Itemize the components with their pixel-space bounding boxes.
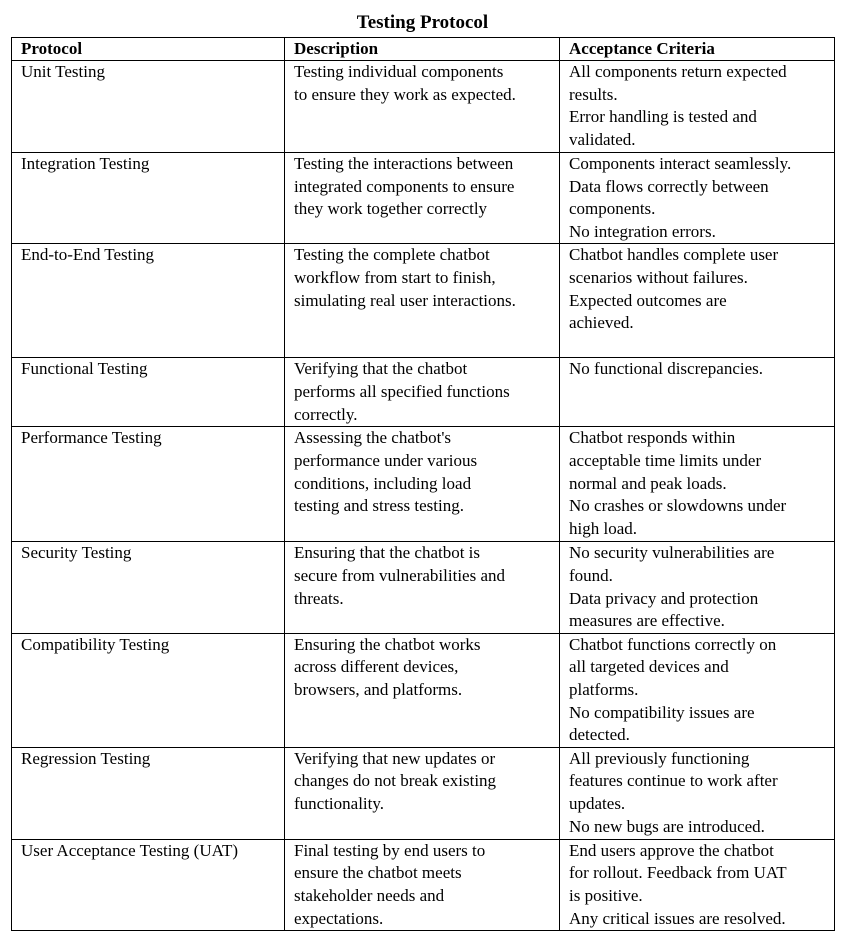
cell-text-line: End-to-End Testing	[21, 245, 155, 265]
cell-text-line: Expected outcomes are	[569, 290, 727, 310]
cell-text-line: No compatibility issues are	[569, 702, 755, 722]
protocol-cell	[12, 542, 285, 633]
cell-text-line: scenarios without failures.	[569, 267, 748, 287]
protocol-cell	[12, 633, 285, 747]
table-row	[12, 747, 835, 839]
header-description: Description	[285, 38, 560, 61]
cell-text-line: measures are effective.	[569, 611, 725, 631]
protocol-cell	[12, 358, 285, 427]
cell-text-line: browsers, and platforms.	[294, 679, 463, 699]
description-cell	[285, 153, 560, 244]
acceptance-criteria-cell	[560, 747, 835, 839]
cell-text-line: correctly.	[294, 404, 358, 424]
cell-text-line: to ensure they work as expected.	[294, 84, 516, 104]
cell-text-line: Chatbot functions correctly on	[569, 634, 777, 654]
cell-text-line: updates.	[569, 793, 626, 813]
cell-text-line: secure from vulnerabilities and	[294, 565, 506, 585]
protocol-cell	[12, 244, 285, 358]
cell-text-line: validated.	[569, 129, 636, 149]
description-cell	[285, 542, 560, 633]
acceptance-criteria-cell	[560, 633, 835, 747]
table-header-row	[12, 38, 835, 61]
table-row	[12, 839, 835, 930]
table-row	[12, 633, 835, 747]
cell-text-line: is positive.	[569, 885, 643, 905]
acceptance-criteria-cell	[560, 839, 835, 930]
cell-text-line: normal and peak loads.	[569, 473, 727, 493]
cell-text-line: platforms.	[569, 679, 639, 699]
cell-text-line: Testing the complete chatbot	[294, 245, 490, 265]
cell-text-line: simulating real user interactions.	[294, 290, 516, 310]
acceptance-criteria-cell	[560, 153, 835, 244]
header-acceptance-criteria: Acceptance Criteria	[560, 38, 835, 61]
cell-text-line: Regression Testing	[21, 748, 151, 768]
cell-text-line: found.	[569, 565, 613, 585]
cell-text-line: for rollout. Feedback from UAT	[569, 863, 787, 883]
cell-text-line: all targeted devices and	[569, 657, 729, 677]
table-body	[12, 61, 835, 931]
cell-text-line: conditions, including load	[294, 473, 472, 493]
cell-text-line: detected.	[569, 725, 630, 745]
cell-text-line: No new bugs are introduced.	[569, 816, 765, 836]
header-protocol: Protocol	[12, 38, 285, 61]
description-cell	[285, 747, 560, 839]
description-cell	[285, 839, 560, 930]
cell-text-line: Any critical issues are resolved.	[569, 908, 786, 928]
cell-text-line: ensure the chatbot meets	[294, 863, 462, 883]
table-row	[12, 358, 835, 427]
cell-text-line: Data flows correctly between	[569, 176, 769, 196]
cell-text-line: Ensuring the chatbot works	[294, 634, 481, 654]
acceptance-criteria-cell	[560, 358, 835, 427]
cell-text-line: Components interact seamlessly.	[569, 154, 792, 173]
testing-protocol-table	[11, 37, 835, 931]
cell-text-line: expectations.	[294, 908, 384, 928]
acceptance-criteria-cell	[560, 61, 835, 153]
document-title: Testing Protocol	[356, 12, 489, 33]
table-row	[12, 61, 835, 153]
cell-text-line: Unit Testing	[21, 62, 105, 81]
cell-text-line: Compatibility Testing	[21, 634, 170, 654]
cell-text-line: performs all specified functions	[294, 381, 510, 401]
cell-text-line: functionality.	[294, 793, 385, 813]
table-row	[12, 244, 835, 358]
cell-text-line: Functional Testing	[21, 359, 148, 379]
protocol-cell	[12, 61, 285, 153]
cell-text-line: testing and stress testing.	[294, 496, 464, 516]
table-row	[12, 427, 835, 542]
cell-text-line: End users approve the chatbot	[569, 840, 774, 860]
cell-text-line: changes do not break existing	[294, 771, 497, 791]
cell-text-line: Testing the interactions between	[294, 154, 514, 173]
cell-text-line: features continue to work after	[569, 771, 778, 791]
cell-text-line: Chatbot responds within	[569, 428, 736, 448]
cell-text-line: across different devices,	[294, 657, 459, 677]
cell-text-line: Verifying that the chatbot	[294, 359, 468, 379]
cell-text-line: Performance Testing	[21, 428, 162, 448]
cell-text-line: All previously functioning	[569, 748, 750, 768]
cell-text-line: workflow from start to finish,	[294, 267, 496, 287]
cell-text-line: Integration Testing	[21, 154, 150, 173]
cell-text-line: Error handling is tested and	[569, 107, 757, 127]
acceptance-criteria-cell	[560, 542, 835, 633]
cell-text-line: performance under various	[294, 450, 478, 470]
cell-text-line: Verifying that new updates or	[294, 748, 496, 768]
cell-text-line: high load.	[569, 518, 637, 538]
protocol-cell	[12, 427, 285, 542]
acceptance-criteria-cell	[560, 427, 835, 542]
cell-text-line: stakeholder needs and	[294, 885, 445, 905]
cell-text-line: Testing individual components	[294, 62, 504, 81]
cell-text-line: achieved.	[569, 313, 634, 333]
acceptance-criteria-cell	[560, 244, 835, 358]
cell-text-line: Assessing the chatbot's	[294, 428, 451, 448]
table-row	[12, 542, 835, 633]
protocol-cell	[12, 839, 285, 930]
cell-text-line: Security Testing	[21, 543, 132, 563]
cell-text-line: No security vulnerabilities are	[569, 543, 775, 563]
cell-text-line: acceptable time limits under	[569, 450, 762, 470]
description-cell	[285, 427, 560, 542]
table-row	[12, 153, 835, 244]
protocol-cell	[12, 153, 285, 244]
cell-text-line: threats.	[294, 588, 344, 608]
cell-text-line: User Acceptance Testing (UAT)	[21, 840, 239, 860]
description-cell	[285, 633, 560, 747]
cell-text-line: No integration errors.	[569, 221, 716, 241]
cell-text-line: No functional discrepancies.	[569, 359, 764, 379]
cell-text-line: Final testing by end users to	[294, 840, 486, 860]
description-cell	[285, 61, 560, 153]
cell-text-line: No crashes or slowdowns under	[569, 496, 787, 516]
cell-text-line: integrated components to ensure	[294, 176, 515, 196]
cell-text-line: they work together correctly	[294, 199, 488, 219]
cell-text-line: results.	[569, 84, 618, 104]
cell-text-line: Ensuring that the chatbot is	[294, 543, 481, 563]
cell-text-line: Chatbot handles complete user	[569, 245, 779, 265]
description-cell	[285, 358, 560, 427]
cell-text-line: All components return expected	[569, 62, 787, 81]
protocol-cell	[12, 747, 285, 839]
description-cell	[285, 244, 560, 358]
cell-text-line: Data privacy and protection	[569, 588, 759, 608]
cell-text-line: components.	[569, 199, 656, 219]
